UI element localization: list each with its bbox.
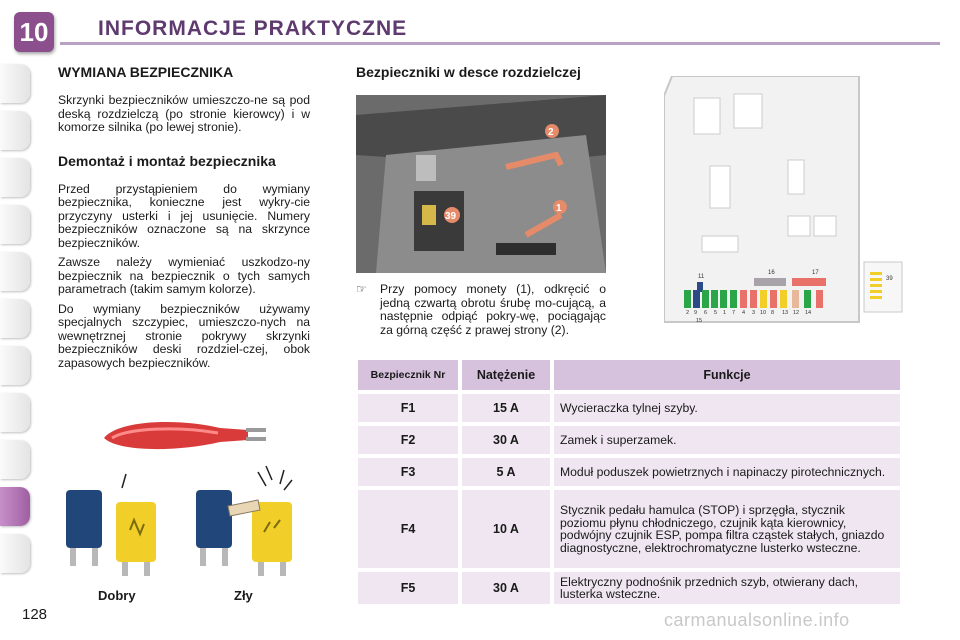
page-number: 128 xyxy=(22,606,48,623)
page-header xyxy=(0,0,960,52)
fusebox-label: 10 xyxy=(760,310,767,316)
page-title: INFORMACJE PRAKTYCZNE xyxy=(98,17,408,40)
chapter-tab[interactable] xyxy=(0,205,30,244)
fuse-nr: F2 xyxy=(358,426,458,454)
header-divider xyxy=(60,42,940,45)
fuse-amperage: 10 A xyxy=(462,490,550,568)
dashboard-photo xyxy=(356,95,606,273)
chapter-tab[interactable] xyxy=(0,440,30,479)
fusebox-label: 39 xyxy=(886,276,893,282)
fusebox-label: 11 xyxy=(698,274,705,280)
chapter-tab[interactable] xyxy=(0,111,30,150)
fuse-amperage: 30 A xyxy=(462,572,550,604)
callout-2: 2 xyxy=(548,127,554,138)
fuse-good-illustration xyxy=(60,470,170,580)
fuse-pliers-illustration xyxy=(98,408,268,458)
paragraph: Zawsze należy wymieniać uszkodzo-ny bezpiecznik na bezpiecznik o tych samych parametrach (takim samym kolorze). xyxy=(58,255,310,296)
table-row xyxy=(358,426,900,454)
watermark: carmanualsonline.info xyxy=(664,610,850,630)
fuse-amperage: 15 A xyxy=(462,394,550,422)
instruction-bullet xyxy=(356,283,606,337)
chapter-tab[interactable] xyxy=(0,534,30,573)
fusebox-label: 16 xyxy=(768,270,775,276)
middle-column xyxy=(356,60,606,94)
header-fuse-nr: Bezpiecznik Nr xyxy=(358,360,458,390)
table-row xyxy=(358,458,900,486)
instruction-text: Przy pomocy monety (1), odkręcić o jedną czwartą obrotu śrubę mo-cującą, a następnie odpiąć pokry-wę, pociągając za górną część z prawej strony (2). xyxy=(380,282,606,337)
fusebox-label: 6 xyxy=(704,310,708,316)
intro-paragraph: Skrzynki bezpieczników umieszczo-ne są pod deską rozdzielczą (po stronie kierowcy) i w komorze silnika (po lewej stronie). xyxy=(58,93,310,134)
chapter-tab[interactable] xyxy=(0,346,30,385)
label-good: Dobry xyxy=(98,588,136,603)
subsection-heading: Demontaż i montaż bezpiecznika xyxy=(58,152,276,169)
section-heading: WYMIANA BEZPIECZNIKA xyxy=(58,64,234,80)
table-row xyxy=(358,394,900,422)
fusebox-label: 17 xyxy=(812,270,819,276)
paragraph: Do wymiany bezpieczników używamy specjalnych szczypiec, umieszczo-nych na wewnętrznej stronie pokrywy skrzynki bezpieczników deski rozdziel-czej, obok zapasowych bezpieczników. xyxy=(58,301,310,370)
fusebox-label: 5 xyxy=(714,310,718,316)
callout-39: 39 xyxy=(445,211,457,222)
fusebox-label: 1 xyxy=(723,310,727,316)
dashboard-fuses-heading: Bezpieczniki w desce rozdzielczej xyxy=(356,64,581,80)
table-row xyxy=(358,490,900,568)
chapter-tab-active[interactable] xyxy=(0,487,30,526)
chapter-tabs xyxy=(0,64,34,581)
fusebox-label: 7 xyxy=(732,310,736,316)
table-row xyxy=(358,572,900,604)
chapter-tab[interactable] xyxy=(0,252,30,291)
fusebox-diagram xyxy=(664,76,904,326)
chapter-tab[interactable] xyxy=(0,393,30,432)
fusebox-label: 2 xyxy=(686,310,690,316)
fuse-function: Wycieraczka tylnej szyby. xyxy=(554,394,900,422)
chapter-tab[interactable] xyxy=(0,158,30,197)
fuse-nr: F4 xyxy=(358,490,458,568)
fuse-amperage: 30 A xyxy=(462,426,550,454)
fusebox-label: 15 xyxy=(696,318,703,324)
fusebox-label: 14 xyxy=(805,310,812,316)
fuse-nr: F5 xyxy=(358,572,458,604)
fuse-function: Moduł poduszek powietrznych i napinaczy pirotechnicznych. xyxy=(554,458,900,486)
fusebox-label: 4 xyxy=(742,310,746,316)
fuse-bad-illustration xyxy=(188,462,308,580)
fusebox-label: 8 xyxy=(771,310,775,316)
chapter-tab[interactable] xyxy=(0,64,30,103)
fuse-nr: F3 xyxy=(358,458,458,486)
fusebox-label: 13 xyxy=(782,310,789,316)
left-column xyxy=(58,60,310,376)
chapter-badge: 10 xyxy=(14,12,54,52)
hand-pointer-icon: ☞ xyxy=(356,282,367,296)
header-amperage: Natężenie xyxy=(462,360,550,390)
fusebox-label: 3 xyxy=(752,310,756,316)
callout-1: 1 xyxy=(556,203,562,214)
fuse-function: Zamek i superzamek. xyxy=(554,426,900,454)
fuse-nr: F1 xyxy=(358,394,458,422)
dashboard-photo-drawing xyxy=(356,95,606,273)
chapter-tab[interactable] xyxy=(0,299,30,338)
fusebox-label: 9 xyxy=(694,310,698,316)
header-functions: Funkcje xyxy=(554,360,900,390)
label-bad: Zły xyxy=(234,588,253,603)
fusebox-label: 12 xyxy=(793,310,800,316)
fuse-table xyxy=(354,356,904,608)
fuse-amperage: 5 A xyxy=(462,458,550,486)
paragraph: Przed przystąpieniem do wymiany bezpiecznika, konieczne jest wykry-cie przyczyny usterki i jej usunięcie. Numery bezpieczników oznaczone są na skrzynce bezpieczników. xyxy=(58,181,310,250)
fuse-function: Stycznik pedału hamulca (STOP) i sprzęgła, stycznik poziomu płynu chłodniczego, czujnik kąta kierownicy, podwójny czujnik ESP, pompa filtra cząstek stałych, gniazdo diagnostyczne, elektrochromatyczne lusterko wsteczne. xyxy=(554,490,900,568)
fuse-function: Elektryczny podnośnik przednich szyb, otwierany dach, lusterka wsteczne. xyxy=(554,572,900,604)
